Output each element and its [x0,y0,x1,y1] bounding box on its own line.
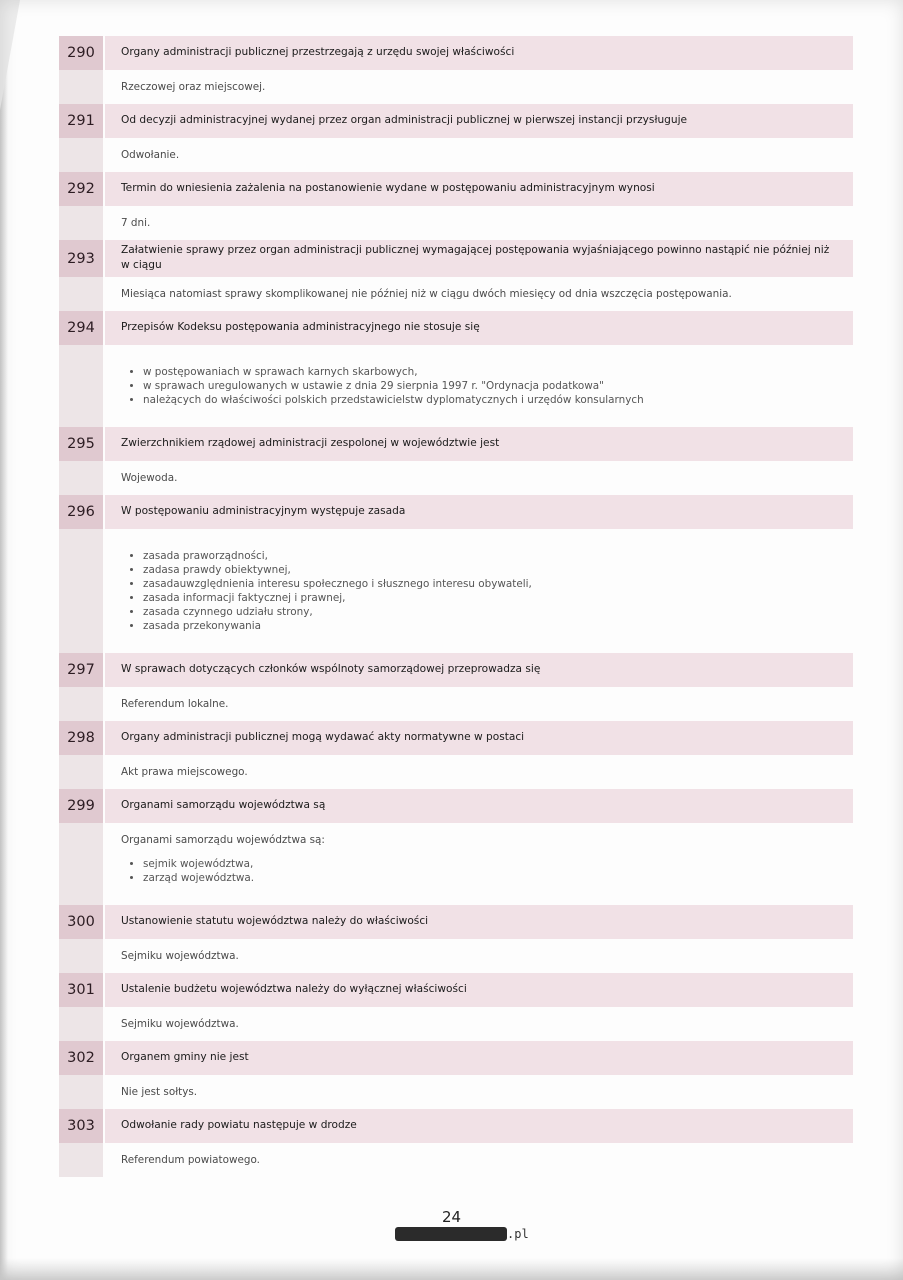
redacted-domain-name [395,1227,507,1241]
list-item: • zasada informacji faktycznej i prawnej, [143,591,841,605]
list-item: • w postępowaniach w sprawach karnych skarbowych, [143,365,841,379]
answer-text: Odwołanie. [121,149,180,161]
question-number: 295 [59,427,105,461]
scan-shadow-left [0,0,8,1280]
question-number: 292 [59,172,105,206]
list-item: • zasadauwzględnienia interesu społecznego i słusznego interesu obywateli, [143,577,841,591]
folded-corner [0,0,20,110]
question-text: Zwierzchnikiem rządowej administracji zespolonej w województwie jest [105,427,853,461]
qa-entry [59,104,853,172]
qa-entry [59,973,853,1041]
question-number: 299 [59,789,105,823]
answer-text: Wojewoda. [121,472,178,484]
list-item: • należących do właściwości polskich przedstawicielstw dyplomatycznych i urzędów konsularnych [143,393,841,407]
list-item: • zasada czynnego udziału strony, [143,605,841,619]
question-number: 298 [59,721,105,755]
answer-list [105,345,853,427]
answer-list [105,823,853,905]
question-number: 303 [59,1109,105,1143]
question-text: Organami samorządu województwa są [105,789,853,823]
qa-entry [59,721,853,789]
list-item: • w sprawach uregulowanych w ustawie z dnia 29 sierpnia 1997 r. "Ordynacja podatkowa" [143,379,841,393]
answer-text: Referendum powiatowego. [121,1154,260,1166]
question-text: Załatwienie sprawy przez organ administracji publicznej wymagającej postępowania wyjaśniającego powinno nastąpić nie później niż w ciągu [105,240,853,277]
question-text: Od decyzji administracyjnej wydanej przez organ administracji publicznej w pierwszej instancji przysługuje [105,104,853,138]
list-item: • zasada praworządności, [143,549,841,563]
answer-list [105,529,853,653]
question-text: Odwołanie rady powiatu następuje w drodze [105,1109,853,1143]
qa-entry [59,653,853,721]
scan-shadow-bottom [0,1258,903,1280]
qa-list [59,36,853,1177]
question-text: Organy administracji publicznej mogą wydawać akty normatywne w postaci [105,721,853,755]
question-text: Termin do wniesienia zażalenia na postanowienie wydane w postępowaniu administracyjnym wynosi [105,172,853,206]
answer-text: Sejmiku województwa. [121,1018,239,1030]
question-text: W sprawach dotyczących członków wspólnoty samorządowej przeprowadza się [105,653,853,687]
qa-entry [59,1109,853,1177]
answer-text: Rzeczowej oraz miejscowej. [121,81,266,93]
qa-entry [59,905,853,973]
question-number: 291 [59,104,105,138]
question-number: 296 [59,495,105,529]
question-text: Organem gminy nie jest [105,1041,853,1075]
answer-text: Miesiąca natomiast sprawy skomplikowanej nie później niż w ciągu dwóch miesięcy od dnia wszczęcia postępowania. [121,288,732,300]
qa-entry [59,495,853,653]
answer-text: Referendum lokalne. [121,698,229,710]
qa-entry [59,172,853,240]
page-number: 24 [441,1208,462,1226]
question-number: 290 [59,36,105,70]
qa-entry [59,240,853,311]
question-text: Przepisów Kodeksu postępowania administracyjnego nie stosuje się [105,311,853,345]
question-number: 302 [59,1041,105,1075]
answer-text: Nie jest sołtys. [121,1086,198,1098]
question-text: Ustalenie budżetu województwa należy do wyłącznej właściwości [105,973,853,1007]
qa-entry [59,427,853,495]
list-item: • zadasa prawdy obiektywnej, [143,563,841,577]
answer-intro: Organami samorządu województwa są: [121,834,325,846]
question-text: Ustanowienie statutu województwa należy do właściwości [105,905,853,939]
list-item: • zasada przekonywania [143,619,841,633]
answer-text: Sejmiku województwa. [121,950,239,962]
question-number: 293 [59,240,105,277]
question-text: W postępowaniu administracyjnym występuje zasada [105,495,853,529]
answer-text: 7 dni. [121,217,151,229]
qa-entry [59,311,853,427]
footer-domain [395,1227,529,1241]
question-text: Organy administracji publicznej przestrzegają z urzędu swojej właściwości [105,36,853,70]
question-number: 301 [59,973,105,1007]
list-item: • sejmik województwa, [143,857,841,871]
domain-suffix: .pl [507,1227,529,1241]
qa-entry [59,36,853,104]
list-item: • zarząd województwa. [143,871,841,885]
qa-entry [59,789,853,905]
qa-entry [59,1041,853,1109]
question-number: 297 [59,653,105,687]
answer-text: Akt prawa miejscowego. [121,766,248,778]
question-number: 294 [59,311,105,345]
question-number: 300 [59,905,105,939]
